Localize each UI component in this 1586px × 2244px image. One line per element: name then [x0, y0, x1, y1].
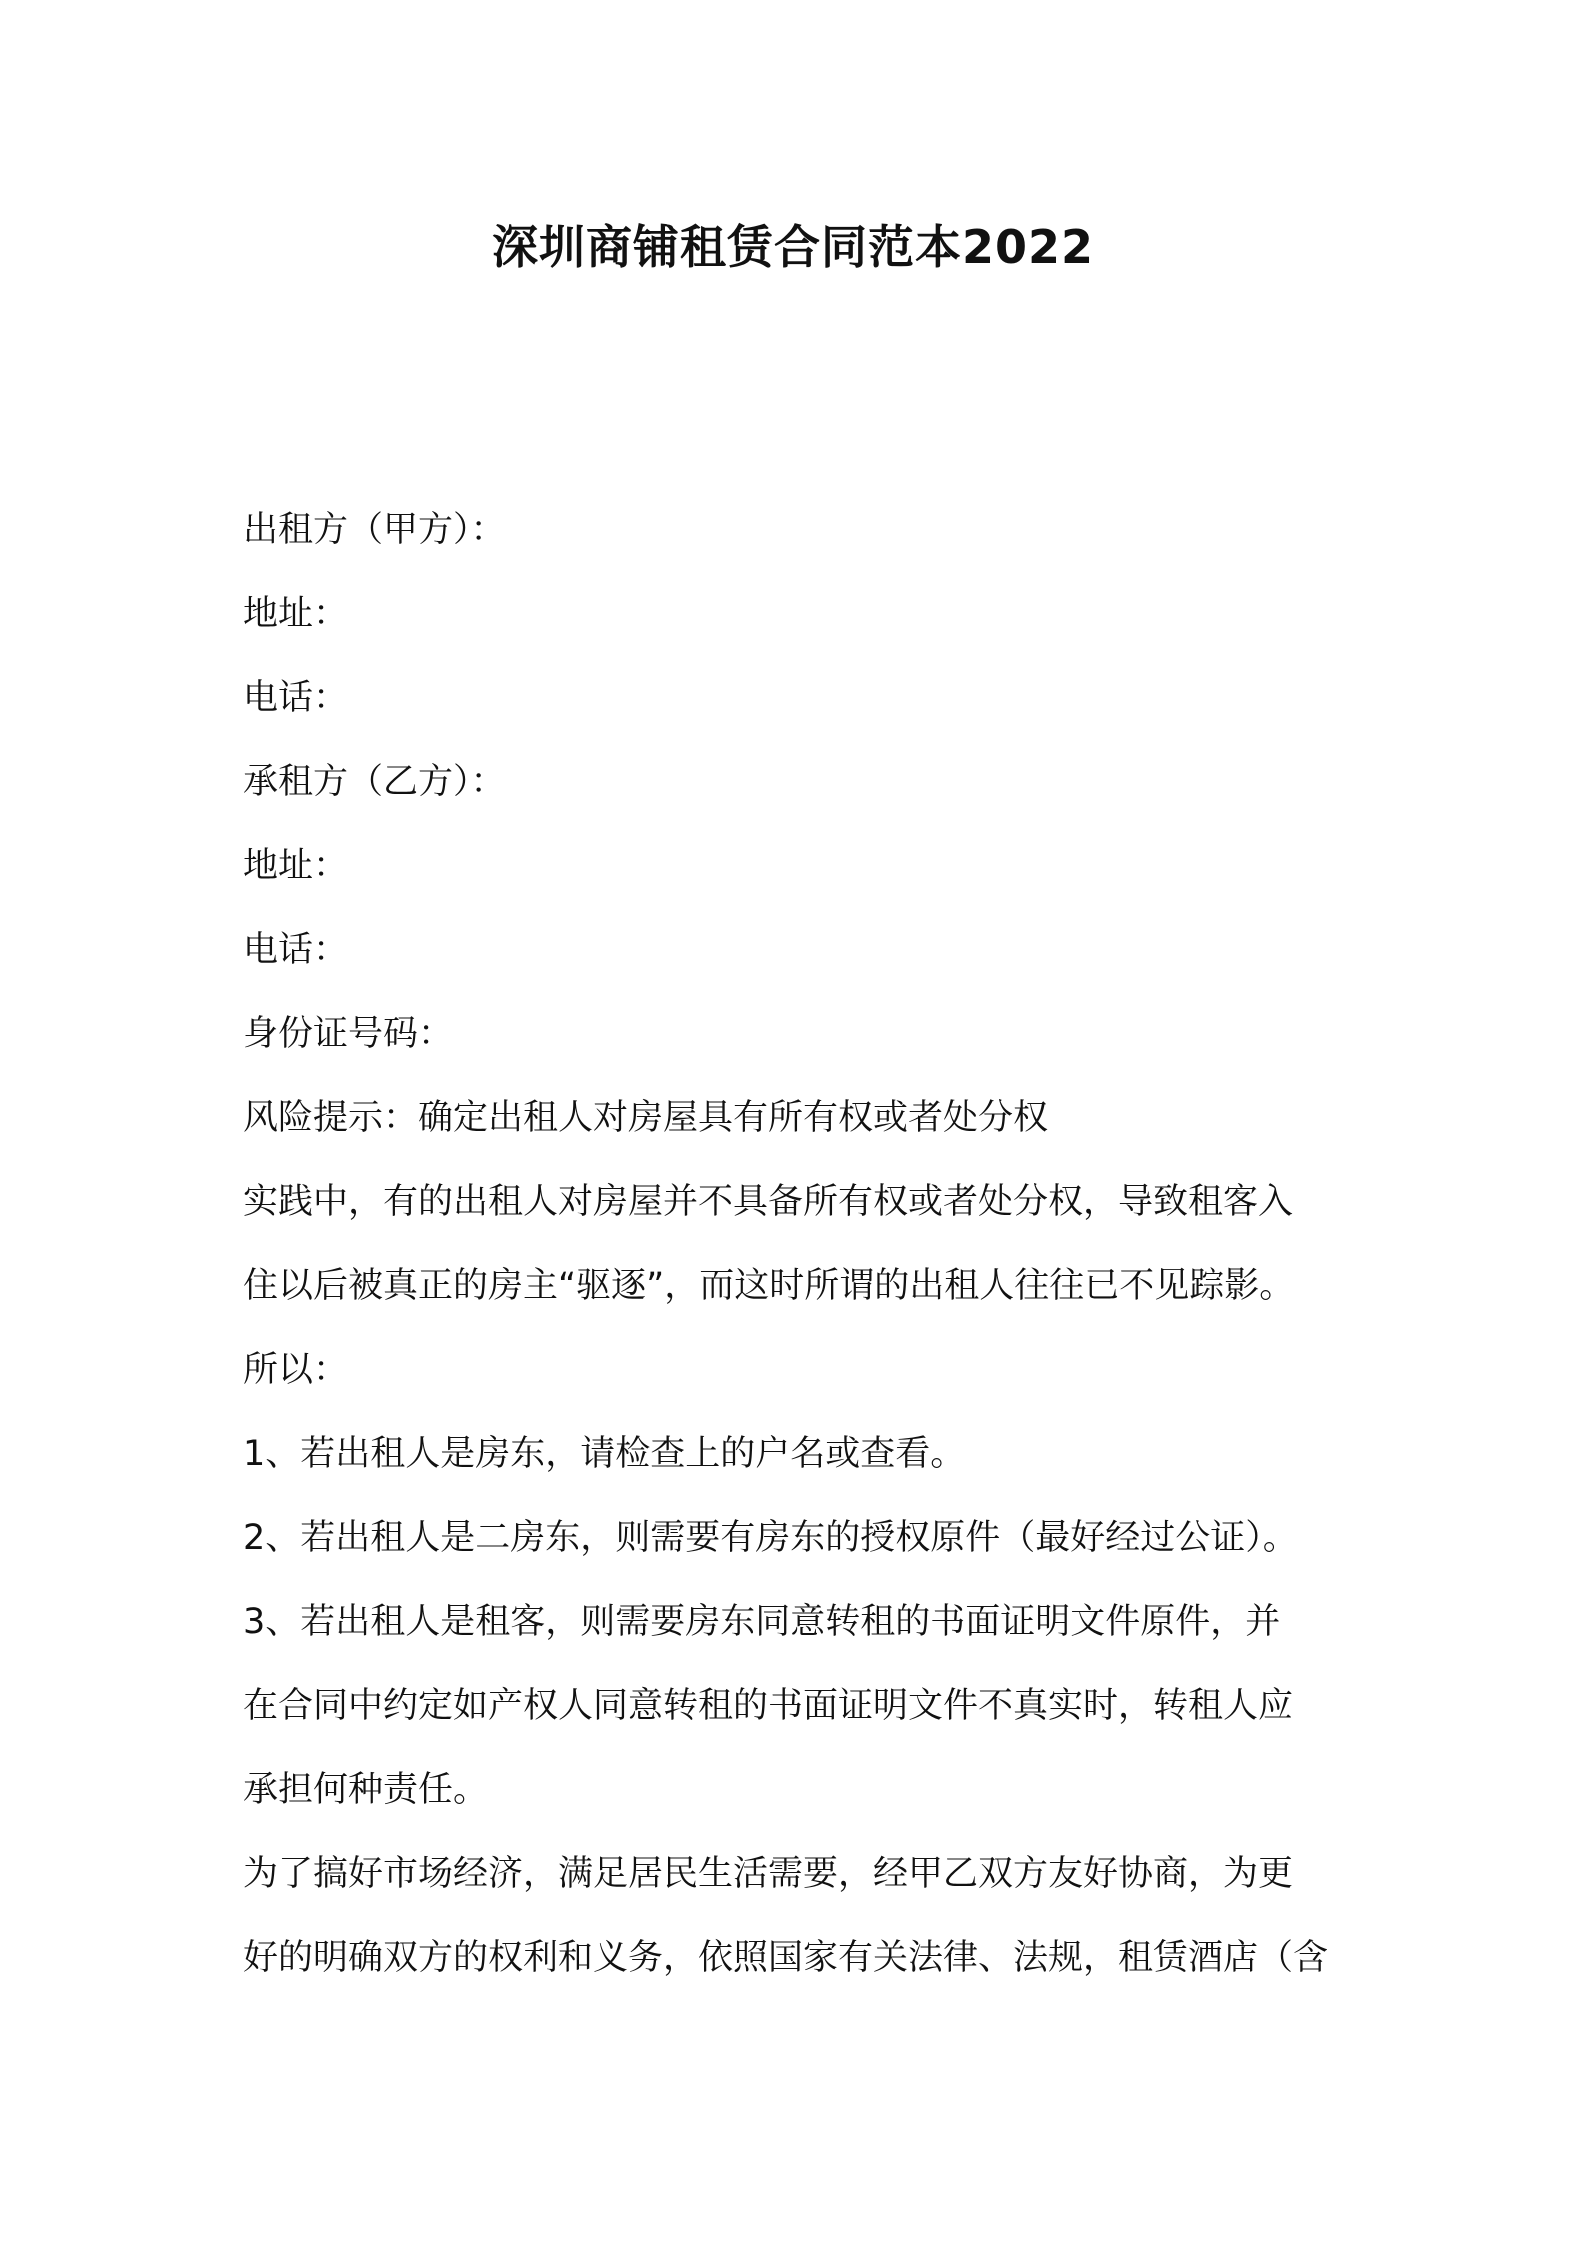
lessee-phone-label: 电话： — [243, 930, 349, 970]
paragraph-line: 所以： — [243, 1350, 349, 1390]
paragraph-line: 在合同中约定如产权人同意转租的书面证明文件不真实时，转租人应 — [243, 1686, 1294, 1726]
paragraph-line: 好的明确双方的权利和义务，依照国家有关法律、法规，租赁酒店（含 — [243, 1938, 1329, 1978]
list-item: 1、若出租人是房东，请检查上的户名或查看。 — [243, 1434, 966, 1474]
lessor-phone-label: 电话： — [243, 678, 349, 718]
list-item: 2、若出租人是二房东，则需要有房东的授权原件（最好经过公证）。 — [243, 1518, 1298, 1558]
paragraph-line: 实践中，有的出租人对房屋并不具备所有权或者处分权，导致租客入 — [243, 1182, 1294, 1222]
paragraph-line: 为了搞好市场经济，满足居民生活需要，经甲乙双方友好协商，为更 — [243, 1854, 1294, 1894]
id-number-label: 身份证号码： — [243, 1014, 454, 1054]
paragraph-line: 住以后被真正的房主“驱逐”，而这时所谓的出租人往往已不见踪影。 — [243, 1266, 1295, 1306]
document-body — [243, 488, 1363, 2000]
list-item: 3、若出租人是租客，则需要房东同意转租的书面证明文件原件，并 — [243, 1602, 1281, 1642]
lessee-label: 承租方（乙方）： — [243, 762, 506, 802]
lessor-address-label: 地址： — [243, 594, 349, 634]
document-title: 深圳商铺租赁合同范本2022 — [491, 220, 1095, 274]
lessor-label: 出租方（甲方）： — [243, 510, 506, 550]
lessee-address-label: 地址： — [243, 846, 349, 886]
risk-notice-heading: 风险提示：确定出租人对房屋具有所有权或者处分权 — [243, 1098, 1049, 1138]
paragraph-line: 承担何种责任。 — [243, 1770, 489, 1810]
